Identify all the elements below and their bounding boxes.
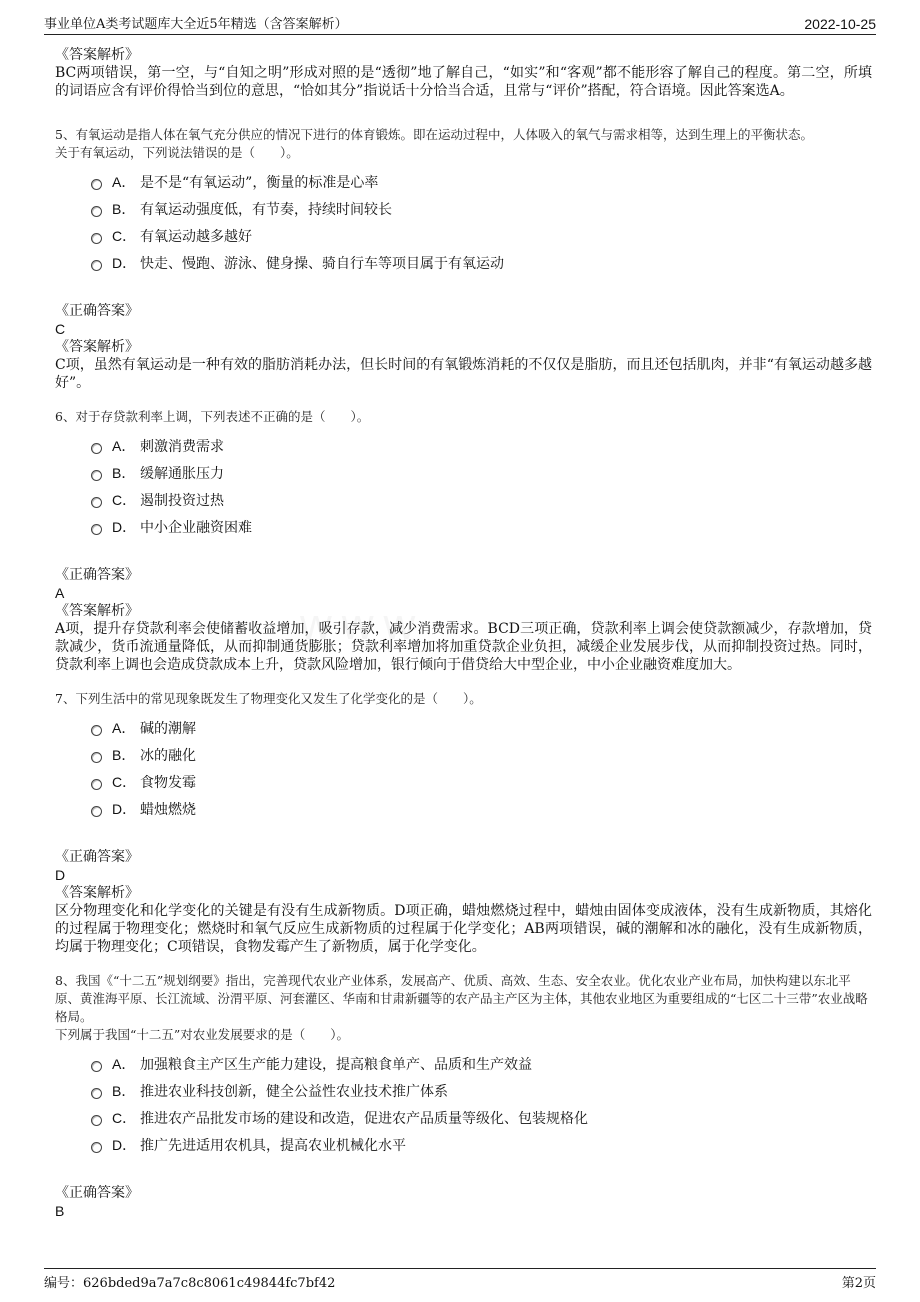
answer-label: 《正确答案》 xyxy=(55,849,139,865)
answer-value: D xyxy=(55,867,66,883)
option-d[interactable]: D． 中小企业融资困难 xyxy=(91,513,872,540)
option-d[interactable]: D． 推广先进适用农机具，提高农业机械化水平 xyxy=(91,1131,872,1158)
analysis-label: 《答案解析》 xyxy=(55,47,139,63)
document-title: 事业单位A类考试题库大全近5年精选（含答案解析） xyxy=(44,17,348,32)
radio-button-icon[interactable] xyxy=(91,1061,102,1072)
option-b[interactable]: B． 推进农业科技创新，健全公益性农业技术推广体系 xyxy=(91,1077,872,1104)
document-code: 编号：626bded9a7a7c8c8061c49844fc7bf42 xyxy=(44,1276,336,1291)
option-list xyxy=(91,432,872,540)
option-list xyxy=(91,714,872,822)
option-a[interactable]: A． 刺激消费需求 xyxy=(91,432,872,459)
document-date: 2022-10-25 xyxy=(804,16,876,32)
page-header xyxy=(44,10,876,35)
option-a[interactable]: A． 是不是“有氧运动”，衡量的标准是心率 xyxy=(91,168,872,195)
radio-button-icon[interactable] xyxy=(91,233,102,244)
radio-button-icon[interactable] xyxy=(91,806,102,817)
question-stem: 5、有氧运动是指人体在氧气充分供应的情况下进行的体育锻炼。即在运动过程中，人体吸入的氧气与需求相等，达到生理上的平衡状态。 xyxy=(55,127,813,142)
analysis-label: 《答案解析》 xyxy=(55,339,139,355)
option-d[interactable]: D． 快走、慢跑、游泳、健身操、骑自行车等项目属于有氧运动 xyxy=(91,249,872,276)
analysis-text: 区分物理变化和化学变化的关键是有没有生成新物质。D项正确，蜡烛燃烧过程中，蜡烛由固体变成液体，没有生成新物质，其熔化的过程属于物理变化；燃烧时和氧气反应生成新物质的过程属于化学变化；AB两项错误，碱的潮解和冰的融化，没有生成新物质，均属于物理变化；C项错误，食物发霉产生了新物质，属于化学变化。 xyxy=(55,903,872,955)
radio-button-icon[interactable] xyxy=(91,497,102,508)
option-b[interactable]: B． 缓解通胀压力 xyxy=(91,459,872,486)
question-block xyxy=(55,126,872,392)
option-b[interactable]: B． 冰的融化 xyxy=(91,741,872,768)
radio-button-icon[interactable] xyxy=(91,725,102,736)
radio-button-icon[interactable] xyxy=(91,443,102,454)
answer-value: C xyxy=(55,321,66,337)
radio-button-icon[interactable] xyxy=(91,752,102,763)
answer-value: A xyxy=(55,585,65,601)
radio-button-icon[interactable] xyxy=(91,206,102,217)
option-a[interactable]: A． 加强粮食主产区生产能力建设，提高粮食单产、品质和生产效益 xyxy=(91,1050,872,1077)
question-stem: 8、我国《“十二五”规划纲要》指出，完善现代农业产业体系，发展高产、优质、高效、生态、安全农业。优化农业产业布局，加快构建以东北平原、黄淮海平原、长江流域、汾渭平原、河套灌区、华南和甘肃新疆等的农产品主产区为主体，其他农业地区为重要组成的“七区二十三带”农业战略格局。 xyxy=(55,973,868,1024)
analysis-label: 《答案解析》 xyxy=(55,603,139,619)
page-footer xyxy=(44,1268,876,1291)
option-list xyxy=(91,1050,872,1158)
option-c[interactable]: C． 食物发霉 xyxy=(91,768,872,795)
answer-label: 《正确答案》 xyxy=(55,1185,139,1201)
option-d[interactable]: D． 蜡烛燃烧 xyxy=(91,795,872,822)
question-stem: 7、下列生活中的常见现象既发生了物理变化又发生了化学变化的是（ ）。 xyxy=(55,691,482,706)
option-c[interactable]: C． 推进农产品批发市场的建设和改造，促进农产品质量等级化、包装规格化 xyxy=(91,1104,872,1131)
answer-label: 《正确答案》 xyxy=(55,303,139,319)
option-c[interactable]: C． 有氧运动越多越好 xyxy=(91,222,872,249)
radio-button-icon[interactable] xyxy=(91,524,102,535)
analysis-label: 《答案解析》 xyxy=(55,885,139,901)
question-block xyxy=(55,972,872,1220)
option-c[interactable]: C． 遏制投资过热 xyxy=(91,486,872,513)
page-number: 第2页 xyxy=(841,1276,876,1291)
option-list xyxy=(91,168,872,276)
radio-button-icon[interactable] xyxy=(91,1088,102,1099)
question-block xyxy=(55,408,872,674)
radio-button-icon[interactable] xyxy=(91,179,102,190)
radio-button-icon[interactable] xyxy=(91,260,102,271)
question-stem: 6、对于存贷款利率上调，下列表述不正确的是（ ）。 xyxy=(55,409,370,424)
question-stem-2: 关于有氧运动，下列说法错误的是（ ）。 xyxy=(55,145,299,160)
option-a[interactable]: A． 碱的潮解 xyxy=(91,714,872,741)
analysis-text: BC两项错误，第一空，与“自知之明”形成对照的是“透彻”地了解自己，“如实”和“客观”都不能形容了解自己的程度。第二空，所填的词语应含有评价得恰当到位的意思，“恰如其分”指说话十分恰当合适，且常与“评价”搭配，符合语境。因此答案选A。 xyxy=(55,65,872,99)
radio-button-icon[interactable] xyxy=(91,779,102,790)
question-block xyxy=(55,690,872,956)
page-content xyxy=(55,46,872,1220)
answer-label: 《正确答案》 xyxy=(55,567,139,583)
radio-button-icon[interactable] xyxy=(91,1142,102,1153)
answer-value: B xyxy=(55,1203,65,1219)
analysis-text: A项，提升存贷款利率会使储蓄收益增加，吸引存款，减少消费需求。BCD三项正确，贷款利率上调会使贷款额减少，存款增加，贷款减少，货币流通量降低，从而抑制通货膨胀；贷款利率增加将加重贷款企业负担，减缓企业发展步伐，从而抑制投资过热。同时，贷款利率上调也会造成贷款成本上升，贷款风险增加，银行倾向于借贷给大中型企业，中小企业融资难度加大。 xyxy=(55,621,872,673)
analysis-text: C项，虽然有氧运动是一种有效的脂肪消耗办法，但长时间的有氧锻炼消耗的不仅仅是脂肪，而且还包括肌肉，并非“有氧运动越多越好”。 xyxy=(55,357,872,391)
radio-button-icon[interactable] xyxy=(91,470,102,481)
radio-button-icon[interactable] xyxy=(91,1115,102,1126)
option-b[interactable]: B． 有氧运动强度低，有节奏，持续时间较长 xyxy=(91,195,872,222)
question-stem-2: 下列属于我国“十二五”对农业发展要求的是（ ）。 xyxy=(55,1027,350,1042)
